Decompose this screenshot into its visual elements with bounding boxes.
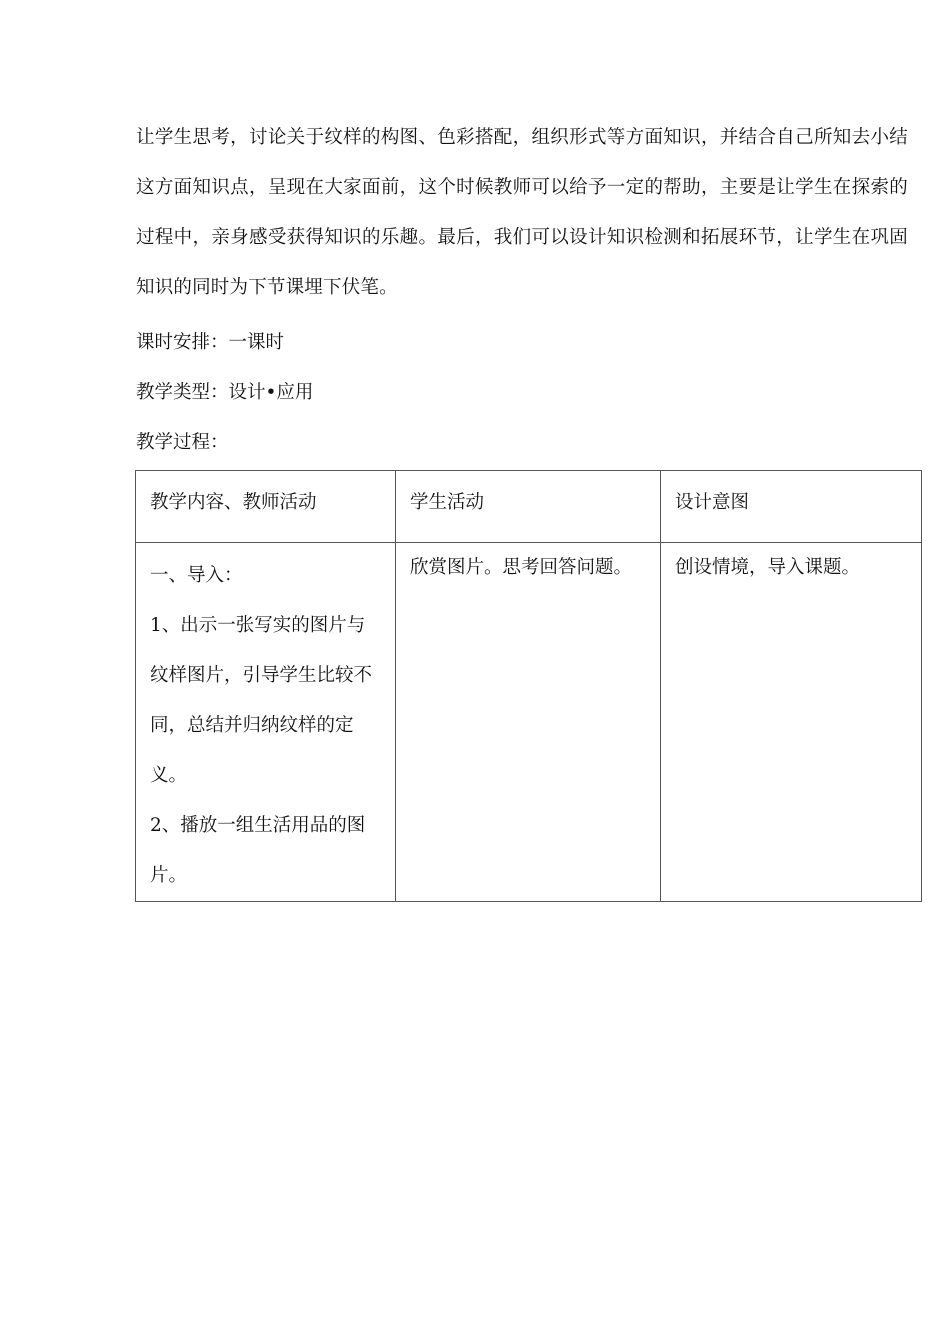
header-content: 教学内容、教师活动 (136, 471, 396, 543)
intro-paragraph: 让学生思考，讨论关于纹样的构图、色彩搭配，组织形式等方面知识，并结合自己所知去小结这方面知识点，呈现在大家面前，这个时候教师可以给予一定的帮助，主要是让学生在探索的过程中，亲身感受获得知识的乐趣。最后，我们可以设计知识检测和拓展环节，让学生在巩固知识的同时为下节课埋下伏笔。 (136, 127, 908, 298)
content-line: 一、导入： (150, 565, 243, 586)
cell-student-activity (396, 543, 661, 902)
process-line: 教学过程： (136, 432, 229, 453)
table-row (136, 543, 922, 902)
type-line: 教学类型：设计•应用 (136, 382, 314, 403)
content-line: 2、播放一组生活用品的图片。 (150, 815, 366, 886)
header-design-intent: 设计意图 (661, 471, 922, 543)
cell-design-intent (661, 543, 922, 902)
content-line: 1、出示一张写实的图片与纹样图片，引导学生比较不同，总结并归纳纹样的定义。 (150, 615, 373, 786)
design-intent-text: 创设情境，导入课题。 (675, 557, 861, 578)
lesson-table (135, 470, 922, 902)
table-header-row (136, 471, 922, 543)
header-student-activity: 学生活动 (396, 471, 661, 543)
cell-content (136, 543, 396, 902)
student-activity-text: 欣赏图片。思考回答问题。 (410, 557, 633, 578)
schedule-line: 课时安排：一课时 (136, 332, 285, 353)
